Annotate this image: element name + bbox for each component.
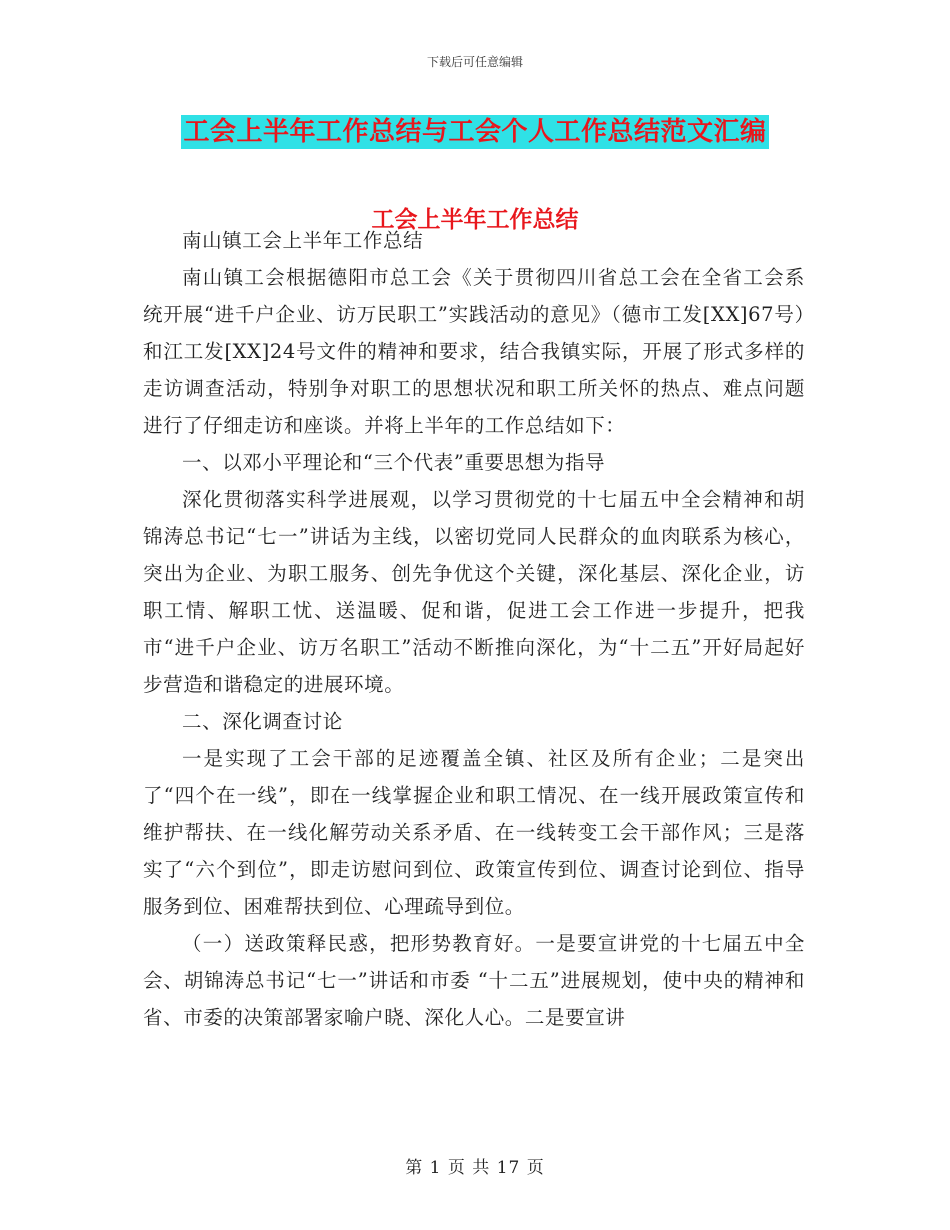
section-title: 工会上半年工作总结 [371,207,579,233]
paragraph: 一是实现了工会干部的足迹覆盖全镇、社区及所有企业；二是突出了“四个在一线”，即在一线掌握企业和职工情况、在一线开展政策宣传和维护帮扶、在一线化解劳动关系矛盾、在一线转变工会干部作风；三是落实了“六个到位”，即走访慰问到位、政策宣传到位、调查讨论到位、指导服务到位、困难帮扶到位、心理疏导到位。 [143,747,805,918]
document-title: 工会上半年工作总结与工会个人工作总结范文汇编 [183,117,767,147]
paragraph: （一）送政策释民惑，把形势教育好。一是要宣讲党的十七届五中全会、胡锦涛总书记“七一”讲话和市委 “十二五”进展规划，使中央的精神和省、市委的决策部署家喻户晓、深化人心。二是要宣讲 [143,932,805,1029]
document-title-block [0,111,950,148]
body-text [143,222,805,1036]
header-note: 下载后可任意编辑 [426,55,523,69]
paragraph-subtitle: 南山镇工会上半年工作总结 [182,229,424,252]
paragraph-heading: 二、深化调查讨论 [182,710,343,733]
paragraph: 南山镇工会根据德阳市总工会《关于贯彻四川省总工会在全省工会系统开展“进千户企业、访万民职工”实践活动的意见》（德市工发[XX]67号）和江工发[XX]24号文件的精神和要求，结合我镇实际，开展了形式多样的走访调查活动，特别争对职工的思想状况和职工所关怀的热点、难点问题进行了仔细走访和座谈。并将上半年的工作总结如下： [143,266,805,437]
paragraph-heading: 一、以邓小平理论和“三个代表”重要思想为指导 [182,451,606,474]
paragraph: 深化贯彻落实科学进展观，以学习贯彻党的十七届五中全会精神和胡锦涛总书记“七一”讲话为主线，以密切党同人民群众的血肉联系为核心，突出为企业、为职工服务、创先争优这个关键，深化基层、深化企业，访职工情、解职工忧、送温暖、促和谐，促进工会工作进一步提升，把我市“进千户企业、访万名职工”活动不断推向深化，为“十二五”开好局起好步营造和谐稳定的进展环境。 [143,488,805,696]
page-footer: 第 1 页 共 17 页 [405,1158,545,1178]
